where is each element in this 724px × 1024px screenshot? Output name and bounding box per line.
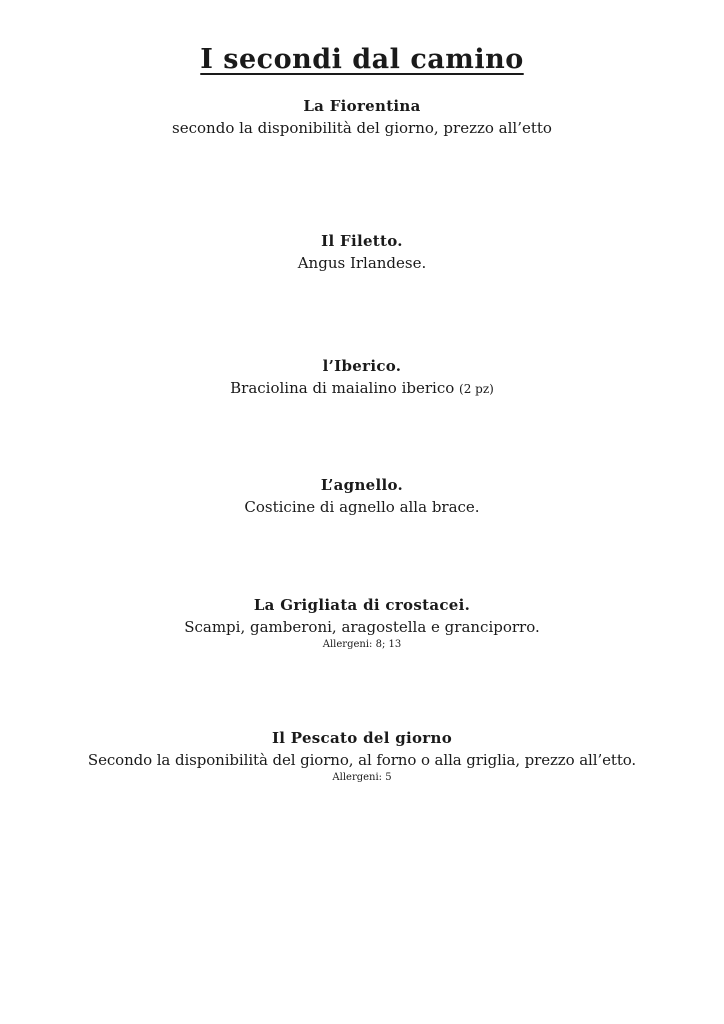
dish-quantity-note: (2 pz): [459, 382, 494, 396]
dish-description: Secondo la disponibilità del giorno, al forno o alla griglia, prezzo all’etto.: [87, 751, 637, 769]
dish-name: La Fiorentina: [303, 97, 421, 115]
dish-description: Angus Irlandese.: [297, 254, 427, 272]
dish-name: Il Filetto.: [321, 232, 403, 250]
dish-description: Braciolina di maialino iberico: [230, 379, 455, 397]
dish-allergens: Allergeni: 5: [332, 772, 392, 783]
page-title: I secondi dal camino: [200, 44, 524, 75]
dish-allergens: Allergeni: 8; 13: [322, 639, 402, 650]
menu-item-filetto: [0, 231, 724, 274]
menu-item-pescato-del-giorno: [0, 728, 724, 784]
dish-description: Costicine di agnello alla brace.: [244, 498, 480, 516]
dish-name: Il Pescato del giorno: [271, 729, 453, 747]
dish-description-line: [0, 377, 724, 400]
menu-item-iberico: [0, 356, 724, 400]
menu-item-grigliata-crostacei: [0, 595, 724, 651]
dish-description: Scampi, gamberoni, aragostella e granciporro.: [184, 618, 540, 636]
dish-name: La Grigliata di crostacei.: [253, 596, 471, 614]
menu-item-fiorentina: [0, 96, 724, 139]
dish-name: L’agnello.: [320, 476, 404, 494]
dish-name: l’Iberico.: [322, 357, 402, 375]
menu-item-agnello: [0, 475, 724, 518]
dish-description: secondo la disponibilità del giorno, prezzo all’etto: [172, 119, 552, 137]
